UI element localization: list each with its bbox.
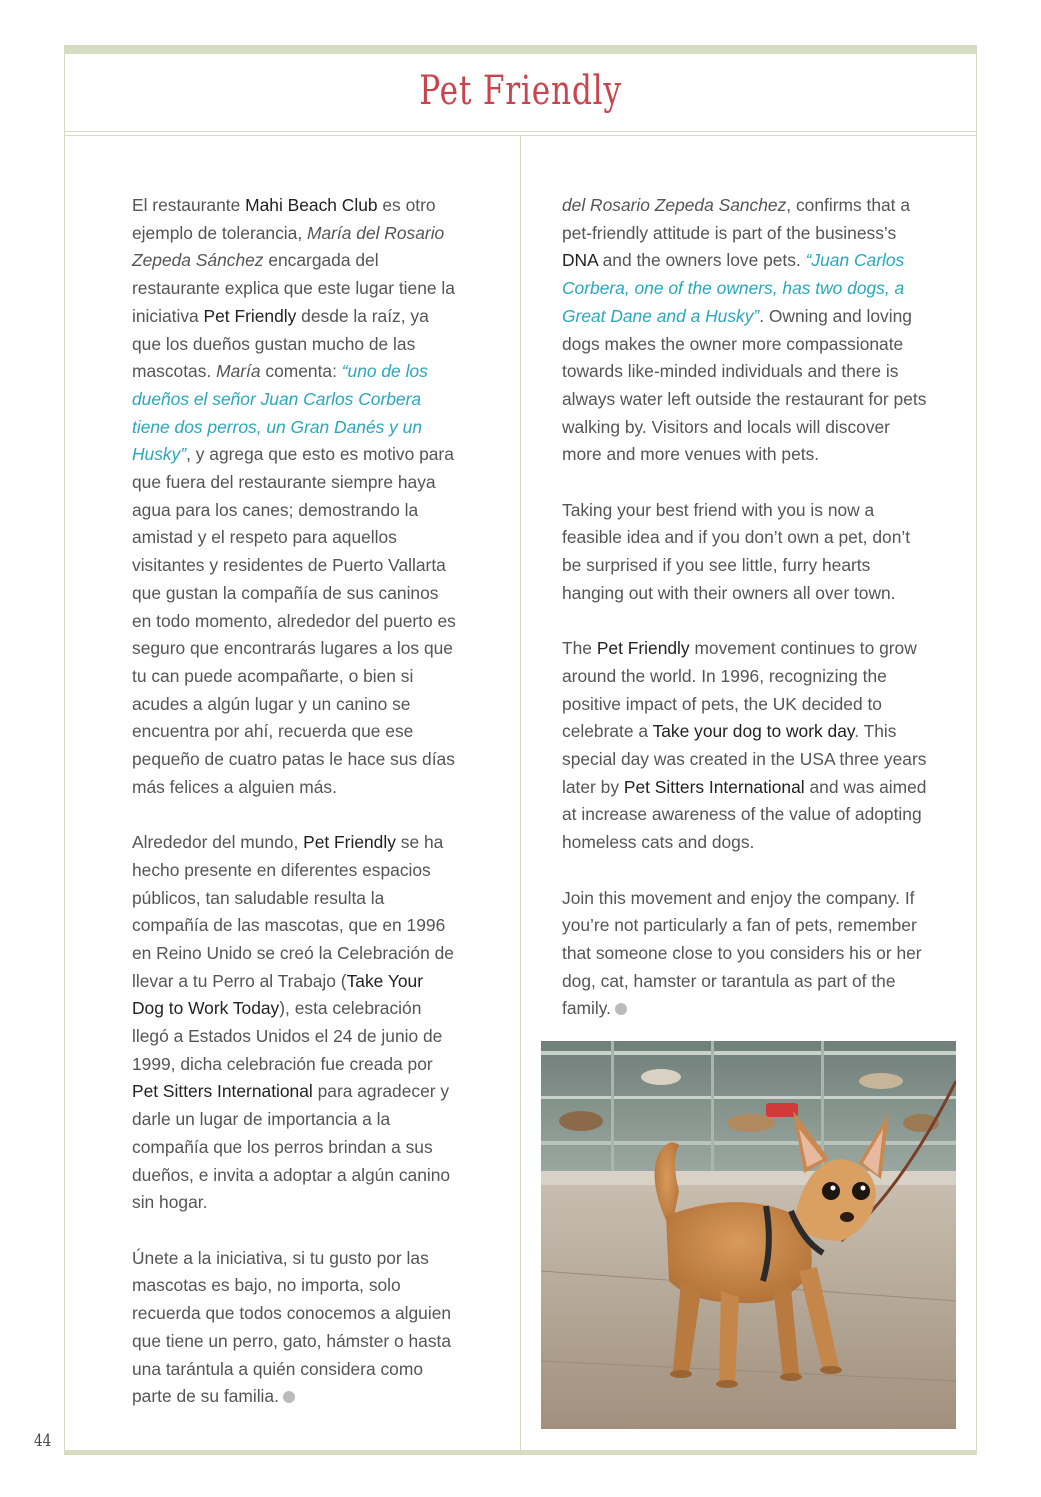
chihuahua-photo	[541, 1041, 956, 1429]
text-run: para agradecer y darle un lugar de importancia a la compañía que los perros brindan a sus dueños, e invita a adoptar a algún canino sin hogar.	[132, 1081, 451, 1213]
text-run: El restaurante	[132, 195, 246, 215]
english-paragraph-4	[562, 885, 927, 1024]
text-run: . This special day was created in the USA three years later by	[562, 721, 927, 797]
bold-text: DNA	[562, 250, 598, 271]
text-run: , confirms that a pet-friendly attitude is part of the business’s	[562, 195, 911, 243]
english-column	[562, 192, 927, 1051]
spanish-paragraph-3	[132, 1245, 457, 1411]
bold-text: Pet Friendly	[203, 305, 297, 326]
end-mark-icon	[615, 1003, 627, 1015]
page-title: Pet Friendly	[419, 68, 622, 114]
bottom-rule-bar	[64, 1450, 977, 1455]
bold-text: Pet Friendly	[303, 832, 396, 853]
column-divider	[520, 136, 521, 1451]
text-run: Taking your best friend with you is now a feasible idea and if you don’t own a pet, don’t be surprised if you see little, furry hearts hanging out with their owners all over town.	[562, 499, 911, 603]
italic-text: María del Rosario Zepeda Sánchez	[132, 222, 445, 271]
text-run: , y agrega que esto es motivo para que fuera del restaurante siempre haya agua para los canes; demostrando la amistad y el respeto para aquellos visitantes y residentes de Puerto Vallarta que gustan la compañía de sus caninos en todo momento, alrededor del puerto es seguro que encontrarás lugares a los que tu can puede acompañarte, o bien si acudes a algún lugar y un canino se encuentra por ahí, recuerda que ese pequeño de cuatro patas le hace sus días más felices a alguien más.	[132, 444, 456, 797]
text-run: and was aimed at increase awareness of the value of adopting homeless cats and dogs.	[562, 776, 927, 853]
text-run: ), esta celebración llegó a Estados Unidos el 24 de junio de 1999, dicha celebración fue creada por	[132, 998, 443, 1074]
bold-text: Take your dog to work day	[652, 721, 855, 742]
english-paragraph-3	[562, 635, 927, 857]
bold-text: Take Your Dog to Work Today	[132, 970, 423, 1019]
text-run: encargada del restaurante explica que este lugar tiene la iniciativa	[132, 250, 455, 326]
italic-text: María	[216, 361, 261, 382]
text-run: comenta:	[260, 361, 342, 382]
text-run: movement continues to grow around the world. In 1996, recognizing the positive impact of pets, the UK decided to celebrate a	[562, 638, 917, 742]
english-paragraph-1	[562, 192, 927, 469]
end-mark-icon	[283, 1391, 295, 1403]
spanish-column	[132, 192, 457, 1439]
spanish-paragraph-2	[132, 829, 457, 1217]
quote-text: “uno de los dueños el señor Juan Carlos Corbera tiene dos perros, un Gran Danés y un Husky”	[132, 361, 428, 465]
bold-text: Pet Sitters International	[132, 1081, 313, 1102]
bold-text: Pet Sitters International	[623, 776, 805, 797]
text-run: Alrededor del mundo,	[132, 832, 304, 853]
text-run: . Owning and loving dogs makes the owner more compassionate towards like-minded individuals and there is always water left outside the restaurant for pets walking by. Visitors and locals will discover more and more venues with pets.	[562, 305, 927, 465]
spanish-paragraph-1	[132, 192, 457, 801]
english-paragraph-2	[562, 497, 927, 608]
text-run: se ha hecho presente en diferentes espacios públicos, tan saludable resulta la compañía de las mascotas, que en 1996 en Reino Unido se creó la Celebración de llevar a tu Perro al Trabajo (	[132, 832, 454, 991]
text-run: desde la raíz, ya que los dueños gustan mucho de las mascotas.	[132, 305, 429, 382]
italic-text: del Rosario Zepeda Sanchez	[562, 195, 787, 215]
text-run: Únete a la iniciativa, si tu gusto por las mascotas es bajo, no importa, solo recuerda que todos conocemos a alguien que tiene un perro, gato, hámster o hasta una tarántula a quién considera como parte de su familia.	[132, 1247, 452, 1407]
text-run: The	[562, 638, 597, 659]
bold-text: Pet Friendly	[596, 638, 690, 659]
title-box	[64, 54, 977, 132]
text-run: and the owners love pets.	[597, 250, 806, 271]
text-run: Join this movement and enjoy the company. If you’re not particularly a fan of pets, remember that someone close to you considers his or her dog, cat, hamster or tarantula as part of the family.	[562, 887, 922, 1019]
bold-text: Mahi Beach Club	[245, 195, 378, 215]
text-run: es otro ejemplo de tolerancia,	[132, 195, 436, 243]
quote-text: “Juan Carlos Corbera, one of the owners, has two dogs, a Great Dane and a Husky”	[562, 250, 905, 326]
page-number: 44	[34, 1431, 52, 1451]
